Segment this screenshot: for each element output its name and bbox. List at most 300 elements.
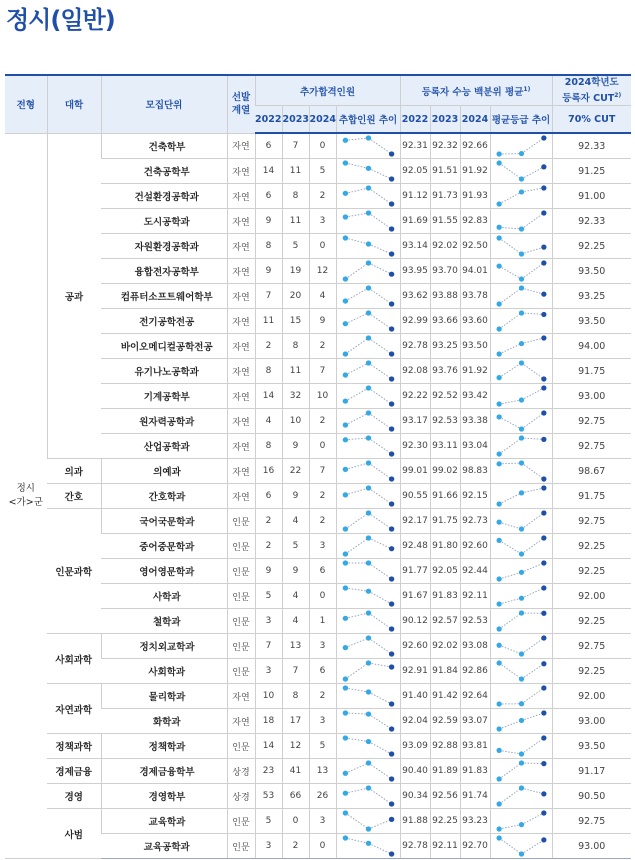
trend-line	[521, 513, 543, 529]
added-count: 22	[282, 459, 309, 484]
score-value: 93.95	[400, 259, 430, 284]
track-cell: 자연	[227, 309, 255, 334]
score-trend-chart	[491, 309, 552, 333]
trend-point	[365, 411, 370, 416]
score-value: 93.78	[460, 284, 490, 309]
trend-line	[368, 463, 391, 479]
added-count: 9	[255, 209, 282, 234]
trend-point	[541, 312, 546, 317]
trend-line	[368, 563, 391, 579]
track-cell: 인문	[227, 609, 255, 634]
score-trend-cell	[490, 709, 552, 734]
trend-point	[496, 402, 501, 407]
trend-line	[521, 738, 543, 754]
trend-point	[365, 336, 370, 341]
trend-point	[518, 596, 523, 601]
trend-point	[496, 727, 501, 732]
trend-point	[518, 786, 523, 791]
college-cell: 간호	[47, 484, 101, 509]
trend-point	[388, 252, 393, 257]
track-cell: 자연	[227, 459, 255, 484]
trend-point	[496, 748, 501, 753]
college-cell: 인문과학	[47, 509, 101, 634]
trend-line	[499, 238, 521, 254]
cut-value: 92.75	[552, 809, 631, 834]
trend-line	[345, 363, 368, 375]
table-row	[5, 484, 631, 509]
trend-line	[368, 638, 391, 654]
added-count: 8	[255, 434, 282, 459]
score-value: 91.84	[430, 659, 460, 684]
trend-point	[388, 752, 393, 757]
cut-value: 93.00	[552, 834, 631, 859]
trend-point	[541, 486, 546, 491]
jeonhyeong-cell: 정시 <가>군	[5, 133, 47, 859]
track-cell: 자연	[227, 209, 255, 234]
trend-line	[499, 721, 521, 730]
trend-point	[388, 227, 393, 232]
table-row	[5, 759, 631, 784]
trend-point	[365, 536, 370, 541]
added-count: 2	[309, 334, 336, 359]
score-trend-chart	[491, 784, 552, 808]
trend-point	[496, 502, 501, 507]
score-value: 92.25	[430, 809, 460, 834]
score-value: 99.02	[430, 459, 460, 484]
added-count: 4	[282, 584, 309, 609]
score-value: 92.86	[460, 659, 490, 684]
cut-value: 92.33	[552, 133, 631, 159]
score-value: 93.14	[400, 234, 430, 259]
header-jeonhyeong: 전형	[5, 75, 47, 133]
score-value: 93.04	[460, 434, 490, 459]
major-name: 경영학부	[101, 784, 227, 809]
major-name: 기계공학부	[101, 384, 227, 409]
header-cut-sub: 70% CUT	[552, 106, 631, 134]
added-trend-cell	[336, 709, 400, 734]
major-name: 건축공학부	[101, 159, 227, 184]
added-trend-chart	[337, 134, 400, 158]
score-value: 92.05	[430, 559, 460, 584]
added-trend-cell	[336, 759, 400, 784]
score-value: 91.12	[400, 184, 430, 209]
added-trend-cell	[336, 834, 400, 859]
trend-point	[365, 690, 370, 695]
major-name: 정치외교학과	[101, 634, 227, 659]
header-cut-label: 2024학년도 등록자 CUT	[562, 77, 619, 105]
added-count: 2	[309, 184, 336, 209]
score-trend-cell	[490, 784, 552, 809]
admission-table	[5, 74, 631, 859]
added-count: 2	[282, 834, 309, 859]
trend-line	[345, 313, 368, 324]
trend-point	[388, 702, 393, 707]
major-name: 간호학과	[101, 484, 227, 509]
track-cell: 인문	[227, 834, 255, 859]
trend-point	[518, 822, 523, 827]
trend-point	[342, 423, 347, 428]
major-name: 자원환경공학과	[101, 234, 227, 259]
trend-line	[521, 263, 543, 279]
added-trend-cell	[336, 284, 400, 309]
track-cell: 자연	[227, 259, 255, 284]
trend-point	[342, 711, 347, 716]
major-name: 의예과	[101, 459, 227, 484]
added-count: 15	[282, 309, 309, 334]
college-cell: 자연과학	[47, 684, 101, 734]
header-score-2024: 2024	[460, 106, 490, 134]
score-value: 93.23	[460, 809, 490, 834]
added-count: 11	[282, 209, 309, 234]
trend-line	[345, 813, 368, 829]
trend-line	[345, 238, 368, 244]
cut-value: 92.25	[552, 534, 631, 559]
added-trend-cell	[336, 434, 400, 459]
trend-point	[541, 386, 546, 391]
added-trend-chart	[337, 534, 400, 558]
cut-value: 92.33	[552, 209, 631, 234]
trend-point	[496, 236, 501, 241]
trend-line	[521, 138, 543, 154]
added-trend-cell	[336, 734, 400, 759]
trend-point	[342, 437, 347, 442]
score-value: 91.92	[460, 359, 490, 384]
trend-point	[496, 577, 501, 582]
score-trend-chart	[491, 584, 552, 608]
score-value: 90.12	[400, 609, 430, 634]
trend-line	[368, 244, 391, 254]
trend-point	[541, 711, 546, 716]
score-trend-cell	[490, 509, 552, 534]
trend-point	[496, 152, 501, 157]
score-value: 91.40	[400, 684, 430, 709]
trend-line	[345, 488, 368, 495]
trend-point	[342, 277, 347, 282]
trend-point	[518, 227, 523, 232]
trend-line	[499, 645, 521, 654]
score-trend-cell	[490, 634, 552, 659]
trend-line	[521, 638, 543, 654]
table-row	[5, 734, 631, 759]
trend-point	[518, 570, 523, 575]
trend-point	[541, 686, 546, 691]
trend-point	[388, 527, 393, 532]
trend-line	[368, 413, 391, 429]
trend-line	[368, 388, 391, 404]
trend-point	[342, 616, 347, 621]
score-trend-chart	[491, 159, 552, 183]
trend-point	[496, 202, 501, 207]
added-count: 19	[282, 259, 309, 284]
trend-point	[342, 373, 347, 378]
trend-point	[541, 136, 546, 141]
score-value: 91.83	[430, 584, 460, 609]
header-track: 선발 계열	[227, 75, 255, 133]
score-trend-chart	[491, 609, 552, 633]
trend-point	[518, 701, 523, 706]
trend-line	[368, 288, 391, 304]
cut-value: 98.67	[552, 459, 631, 484]
score-trend-cell	[490, 534, 552, 559]
college-cell: 공과	[47, 133, 101, 459]
trend-line	[368, 363, 391, 379]
score-value: 91.55	[430, 209, 460, 234]
major-name: 국어국문학과	[101, 509, 227, 534]
trend-point	[388, 727, 393, 732]
added-count: 2	[309, 484, 336, 509]
trend-line	[521, 288, 543, 294]
added-count: 10	[282, 409, 309, 434]
trend-point	[365, 827, 370, 832]
cut-value: 92.00	[552, 684, 631, 709]
trend-point	[496, 520, 501, 525]
score-value: 93.17	[400, 409, 430, 434]
major-name: 화학과	[101, 709, 227, 734]
score-trend-cell	[490, 659, 552, 684]
score-value: 93.50	[460, 334, 490, 359]
added-count: 11	[282, 359, 309, 384]
added-trend-chart	[337, 259, 400, 283]
cut-value: 92.25	[552, 659, 631, 684]
trend-line	[368, 788, 391, 804]
trend-line	[499, 227, 521, 229]
trend-point	[365, 242, 370, 247]
added-trend-cell	[336, 334, 400, 359]
added-count: 10	[255, 684, 282, 709]
trend-point	[518, 277, 523, 282]
added-trend-cell	[336, 559, 400, 584]
trend-line	[368, 591, 391, 604]
header-added-2022: 2022	[255, 106, 282, 134]
trend-line	[499, 266, 521, 279]
added-trend-chart	[337, 459, 400, 483]
track-cell: 자연	[227, 684, 255, 709]
trend-point	[518, 286, 523, 291]
trend-point	[388, 502, 393, 507]
trend-line	[345, 288, 368, 301]
trend-line	[368, 513, 391, 529]
trend-point	[342, 645, 347, 650]
added-trend-cell	[336, 309, 400, 334]
added-trend-chart	[337, 709, 400, 733]
major-name: 중어중문학과	[101, 534, 227, 559]
added-trend-chart	[337, 284, 400, 308]
added-count: 2	[255, 509, 282, 534]
major-name: 원자력공학과	[101, 409, 227, 434]
college-cell: 사회과학	[47, 634, 101, 684]
trend-point	[388, 477, 393, 482]
trend-line	[521, 538, 543, 554]
trend-point	[342, 736, 347, 741]
score-value: 92.83	[460, 209, 490, 234]
score-value: 92.04	[400, 709, 430, 734]
score-value: 93.60	[460, 309, 490, 334]
trend-line	[499, 288, 521, 304]
score-trend-cell	[490, 234, 552, 259]
college-cell: 사범	[47, 809, 101, 859]
trend-line	[521, 438, 543, 439]
added-count: 0	[309, 584, 336, 609]
added-trend-chart	[337, 484, 400, 508]
score-trend-cell	[490, 384, 552, 409]
cut-value: 92.00	[552, 584, 631, 609]
trend-point	[518, 852, 523, 857]
score-value: 91.42	[430, 684, 460, 709]
score-trend-chart	[491, 709, 552, 733]
trend-point	[518, 190, 523, 195]
trend-point	[342, 771, 347, 776]
score-trend-chart	[491, 409, 552, 433]
trend-point	[388, 852, 393, 857]
added-trend-chart	[337, 509, 400, 533]
added-count: 23	[255, 759, 282, 784]
header-cut	[552, 75, 631, 106]
trend-point	[365, 739, 370, 744]
trend-line	[499, 463, 521, 464]
added-count: 0	[309, 133, 336, 159]
trend-point	[496, 827, 501, 832]
added-count: 3	[309, 709, 336, 734]
cut-value: 92.25	[552, 559, 631, 584]
header-score-2023: 2023	[430, 106, 460, 134]
header-score-label: 등록자 수능 백분위 평균	[421, 86, 524, 98]
score-trend-cell	[490, 759, 552, 784]
trend-line	[499, 363, 521, 378]
track-cell: 인문	[227, 534, 255, 559]
trend-point	[541, 736, 546, 741]
trend-point	[365, 461, 370, 466]
trend-point	[388, 817, 393, 822]
trend-line	[368, 714, 391, 729]
score-value: 91.67	[400, 584, 430, 609]
trend-line	[345, 738, 368, 742]
score-trend-cell	[490, 284, 552, 309]
score-trend-cell	[490, 734, 552, 759]
trend-point	[518, 461, 523, 466]
trend-line	[521, 688, 543, 704]
trend-line	[345, 188, 368, 193]
score-value: 92.78	[400, 834, 430, 859]
added-trend-cell	[336, 133, 400, 159]
table-row	[5, 684, 631, 709]
track-cell: 자연	[227, 709, 255, 734]
added-count: 8	[255, 359, 282, 384]
trend-point	[365, 712, 370, 717]
cut-value: 94.00	[552, 334, 631, 359]
cut-value: 93.25	[552, 284, 631, 309]
cut-value: 92.75	[552, 409, 631, 434]
trend-point	[518, 677, 523, 682]
added-trend-cell	[336, 259, 400, 284]
added-count: 9	[255, 259, 282, 284]
trend-point	[518, 341, 523, 346]
trend-line	[499, 838, 521, 854]
added-count: 6	[309, 559, 336, 584]
added-count: 7	[282, 133, 309, 159]
added-count: 41	[282, 759, 309, 784]
cut-value: 91.25	[552, 159, 631, 184]
added-count: 7	[309, 459, 336, 484]
added-count: 10	[309, 384, 336, 409]
score-trend-cell	[490, 809, 552, 834]
trend-line	[345, 338, 368, 354]
trend-point	[342, 321, 347, 326]
trend-line	[368, 338, 391, 354]
trend-point	[541, 661, 546, 666]
trend-line	[345, 763, 368, 773]
score-value: 93.11	[430, 434, 460, 459]
track-cell: 인문	[227, 634, 255, 659]
major-name: 산업공학과	[101, 434, 227, 459]
score-value: 91.66	[430, 484, 460, 509]
added-trend-chart	[337, 209, 400, 233]
trend-line	[345, 538, 368, 554]
track-cell: 자연	[227, 184, 255, 209]
score-value: 92.15	[460, 484, 490, 509]
trend-point	[541, 477, 546, 482]
score-trend-cell	[490, 609, 552, 634]
trend-point	[342, 791, 347, 796]
trend-point	[365, 841, 370, 846]
trend-point	[496, 538, 501, 543]
score-value: 92.91	[400, 659, 430, 684]
trend-point	[496, 375, 501, 380]
trend-line	[499, 438, 521, 454]
added-trend-cell	[336, 634, 400, 659]
trend-point	[342, 236, 347, 241]
score-trend-chart	[491, 134, 552, 158]
track-cell: 자연	[227, 334, 255, 359]
score-trend-cell	[490, 559, 552, 584]
score-trend-cell	[490, 584, 552, 609]
trend-line	[521, 188, 543, 192]
trend-point	[518, 527, 523, 532]
college-cell: 정책과학	[47, 734, 101, 759]
score-trend-cell	[490, 159, 552, 184]
added-trend-cell	[336, 159, 400, 184]
added-count: 12	[282, 734, 309, 759]
score-value: 92.32	[430, 133, 460, 159]
trend-point	[388, 327, 393, 332]
score-value: 92.02	[430, 634, 460, 659]
score-trend-chart	[491, 659, 552, 683]
trend-line	[345, 638, 368, 648]
trend-line	[521, 788, 543, 794]
score-trend-cell	[490, 359, 552, 384]
trend-line	[499, 572, 521, 579]
score-trend-cell	[490, 459, 552, 484]
track-cell: 자연	[227, 434, 255, 459]
cut-value: 91.75	[552, 359, 631, 384]
trend-point	[541, 292, 546, 297]
trend-point	[365, 261, 370, 266]
trend-point	[388, 152, 393, 157]
major-name: 도시공학과	[101, 209, 227, 234]
added-trend-chart	[337, 609, 400, 633]
score-value: 91.77	[400, 559, 430, 584]
header-row-top	[5, 75, 631, 106]
added-trend-chart	[337, 834, 400, 858]
trend-point	[518, 177, 523, 182]
header-score-2022: 2022	[400, 106, 430, 134]
track-cell: 인문	[227, 584, 255, 609]
added-trend-cell	[336, 584, 400, 609]
score-trend-chart	[491, 284, 552, 308]
trend-point	[342, 215, 347, 220]
added-count: 0	[282, 809, 309, 834]
score-value: 93.70	[430, 259, 460, 284]
header-score-note: 1)	[523, 85, 531, 93]
